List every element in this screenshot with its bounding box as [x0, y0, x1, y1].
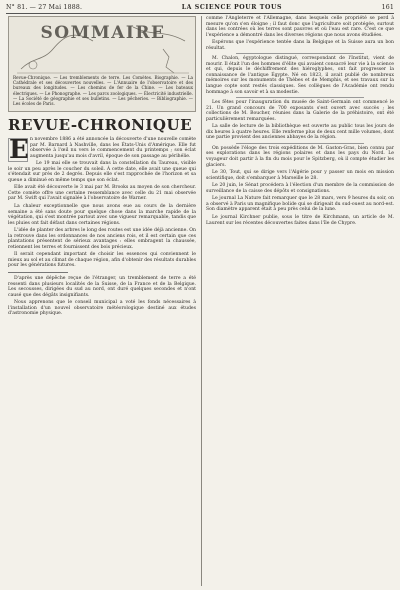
right-column — [206, 16, 394, 228]
section-divider — [8, 272, 68, 273]
issue-number: N° 81. — 27 Mai 1888. — [6, 3, 83, 11]
paragraph: M. Chalon, égyptologue distingué, correspondant de l'Institut, vient de mourir. Il était l'un des hommes d'élite qui avaient consacré leur vie à la science et qui, depuis le déchiffrement des hiéroglyphes, ont fait progresser la connaissance de l'antique Égypte. Né en 1823, il avait publié de nombreux mémoires sur les monuments de Thèbes et de Memphis, et ses travaux sur la langue copte sont restés classiques. Ses collègues de l'Académie ont rendu hommage à son savoir et à sa modestie. — [206, 56, 394, 95]
paragraph: Les fêtes pour l'inauguration du musée de Saint-Germain ont commencé le 21. Un grand concours de 700 exposants s'est ouvert avec succès ; les collections de M. Boucher, réunies dans la Galerie de la préhistoire, ont été particulièrement remarquées. — [206, 100, 394, 122]
paragraph: comme l'Angleterre et l'Allemagne, dans lesquels celle propriété se perd à mesure qu'on s'en éloigne ; il faut donc que l'agriculture soit protégée, surtout dans les contrées où les terres sont pauvres et où l'eau est rare. C'est ce que l'expérience a démontré dans les diverses régions que nous avons étudiées. — [206, 16, 394, 38]
paragraph-separator — [236, 143, 364, 144]
page-number: 161 — [381, 3, 394, 11]
header-rule — [6, 13, 394, 14]
sommaire-title: SOMMAIRE — [40, 23, 166, 43]
paragraph: La chaleur exceptionnelle que nous avons eue au cours de la dernière semaine a été sans doute pour quelque chose dans la marche rapide de la végétation, qui s'est montrée partout avec une vigueur remarquable, tandis que les pluies ont fait défaut dans certaines régions. — [8, 204, 196, 226]
sommaire-text: Revue-Chronique. — Les tremblements de terre. Les Comètes. Biographie. — La Cathédrale et ses découvertes nouvelles. — L'Annuaire de l'observatoire et des bureaux des longitudes. — Les chemins de fer de la Chine. — Les bateaux électriques. — Le Phonographe. — Les parcs zoologiques. — Électricité industrielle. — La Société de géographie et ses bulletins. — Les pêcheries. — Bibliographie. — Les écoles de Paris. — [13, 75, 193, 107]
sommaire-box — [8, 16, 196, 112]
paragraph: Espérons que l'expérience tentée dans la Belgique et la Suisse aura un bon résultat. — [206, 40, 394, 51]
paragraph: Le 19 mai elle se trouvait dans la constellation du Taureau, visible le soir un peu après le coucher du soleil. À cette date, elle avait une queue qui s'étendait sur près de 2 degrés. Depuis elle s'est rapprochée de l'horizon et sa queue a diminué en même temps que son éclat. — [8, 161, 196, 183]
paragraph: Elle avait été découverte le 3 mai par M. Brooks au moyen de son chercheur. Cette comète offre une certaine ressemblance avec celle du 21 mai observée par M. Swift qui l'avait signalée à l'observatoire de Warner. — [8, 185, 196, 202]
left-column — [8, 16, 196, 319]
paragraph: Le 30, Tout, qui se dirige vers l'Algérie pour y passer un mois en mission scientifique, doit s'embarquer à Marseille le 28. — [206, 170, 394, 181]
paragraph: Le 20 juin, le Sénat procédera à l'élection d'un membre de la commission de surveillance de la caisse des dépôts et consignations. — [206, 183, 394, 194]
article-body-left — [8, 137, 196, 317]
paragraph: E n novembre 1886 a été annoncée la découverte d'une nouvelle comète par M. Barnard à Nashville, dans les États-Unis d'Amérique. Elle fut observée à l'œil nu vers le commencement du printemps ; son éclat augmenta jusqu'au mois d'avril, époque de son passage au périhélie. — [9, 135, 196, 165]
paragraph: Le journal Kirchner publie, sous le titre de Kirchmann, un article de M. Laurent sur les récentes découvertes faites dans l'île de Chypre. — [206, 214, 394, 226]
paragraph-separator — [236, 53, 364, 54]
paragraph-separator — [236, 97, 364, 98]
paragraph: La salle de lecture de la bibliothèque est ouverte au public tous les jours de dix heures à quatre heures. Elle renferme plus de deux cent mille volumes, dont une partie provient des anciennes abbayes de la région. — [206, 124, 394, 141]
drop-cap: E — [9, 135, 29, 165]
paragraph: D'après une dépêche reçue de l'étranger, un tremblement de terre a été ressenti dans plusieurs localités de la Suisse, de la France et de la Belgique. Les secousses, dirigées du sud au nord, ont duré quelques secondes et n'ont causé que des dégâts insignifiants. — [8, 276, 196, 298]
paragraph: On possède l'éloge des trois expéditions de M. Gaston-Gras, bien connu par ses explorations dans les régions polaires et dans les pays du Nord. Le voyageur doit partir à la fin du mois pour le Spitzberg, où il compte étudier les glaciers. — [206, 145, 394, 168]
paragraph: Il serait cependant important de choisir les essences qui conviennent le mieux au sol et au climat de chaque région, afin d'obtenir des résultats durables pour les générations futures. — [8, 252, 196, 269]
paragraph: Le journal La Nature fait remarquer que le 28 mars, vers 9 heures du soir, on a observé à Paris un magnifique bolide qui se dirigeait du sud-ouest au nord-est. Son diamètre apparent était à peu près celui de la lune. — [206, 196, 394, 213]
paragraph: L'idée de planter des arbres le long des routes est une idée déjà ancienne. On la retrouve dans les ordonnances de nos anciens rois, et il est certain que ces plantations présentent de sérieux avantages : elles ombragent la chaussée, retiennent les terres et fournissent des bois précieux. — [8, 228, 196, 250]
section-title: REVUE-CHRONIQUE — [8, 116, 193, 134]
column-rule — [201, 16, 202, 586]
paragraph: Nous apprenons que le conseil municipal a voté les fonds nécessaires à l'installation d'un nouvel observatoire météorologique destiné aux études d'astronomie physique. — [8, 300, 196, 317]
page-header — [6, 2, 394, 12]
journal-title: LA SCIENCE POUR TOUS — [181, 3, 283, 11]
